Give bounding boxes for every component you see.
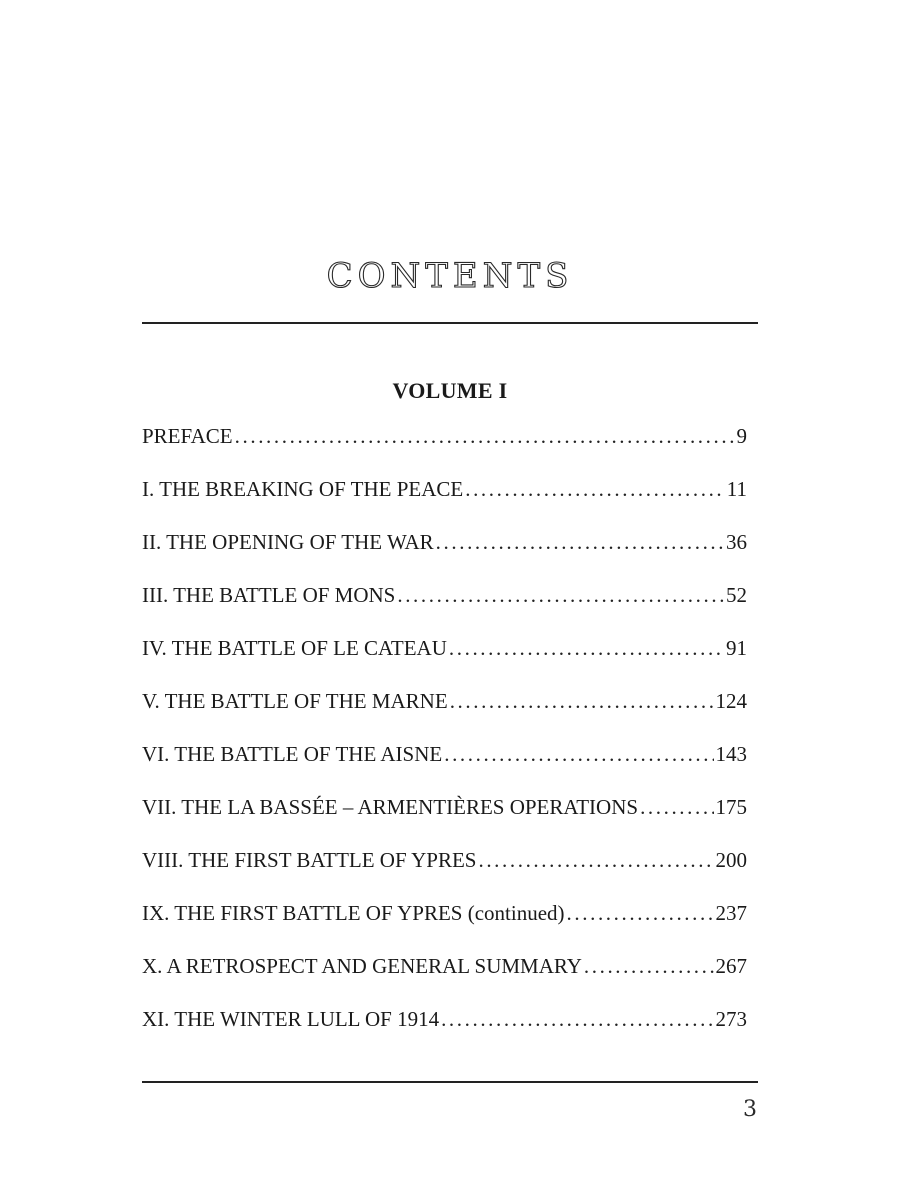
toc-entry-title: PREFACE	[142, 424, 233, 448]
toc-entry-title: V. THE BATTLE OF THE MARNE	[142, 689, 448, 713]
dot-leader	[436, 530, 724, 555]
dot-leader	[478, 848, 713, 873]
toc-entry-page: 273	[715, 1007, 747, 1031]
dot-leader	[397, 583, 724, 608]
toc-entry-chapter-6	[142, 742, 747, 795]
toc-entry-page: 124	[715, 689, 747, 713]
dot-leader	[567, 901, 714, 926]
toc-entry-chapter-1	[142, 477, 747, 530]
toc-entry-chapter-8	[142, 848, 747, 901]
toc-entry-page: 200	[715, 848, 747, 872]
dot-leader	[449, 636, 724, 661]
toc-entry-page: 267	[715, 954, 747, 978]
toc-entry-chapter-3	[142, 583, 747, 636]
toc-entry-preface	[142, 424, 747, 477]
toc-entry-title: VII. THE LA BASSÉE – ARMENTIÈRES OPERATIONS	[142, 795, 639, 819]
toc-entry-title: VI. THE BATTLE OF THE AISNE	[142, 742, 443, 766]
top-divider	[142, 322, 758, 324]
toc-entry-chapter-5	[142, 689, 747, 742]
volume-heading: VOLUME I	[392, 378, 508, 403]
toc-entry-page: 36	[726, 530, 747, 554]
toc-entry-title: XI. THE WINTER LULL OF 1914	[142, 1007, 440, 1031]
dot-leader	[444, 742, 713, 767]
toc-entry-chapter-9	[142, 901, 747, 954]
toc-entry-page: 143	[715, 742, 747, 766]
toc-entry-page: 9	[736, 424, 747, 448]
dot-leader	[640, 795, 713, 820]
page-number: 3	[743, 1097, 757, 1122]
toc-entry-page: 175	[715, 795, 747, 819]
toc-entry-title: I. THE BREAKING OF THE PEACE	[142, 477, 464, 501]
toc-entry-chapter-10	[142, 954, 747, 1007]
toc-entry-chapter-11	[142, 1007, 747, 1060]
dot-leader	[235, 424, 735, 449]
toc-entry-title: IX. THE FIRST BATTLE OF YPRES (continued)	[142, 901, 565, 925]
dot-leader	[584, 954, 714, 979]
toc-entry-chapter-2	[142, 530, 747, 583]
bottom-divider	[142, 1081, 758, 1083]
toc-entry-title: VIII. THE FIRST BATTLE OF YPRES	[142, 848, 477, 872]
toc-entry-chapter-4	[142, 636, 747, 689]
toc-entry-title: III. THE BATTLE OF MONS	[142, 583, 396, 607]
dot-leader	[450, 689, 714, 714]
toc-entry-page: 237	[715, 901, 747, 925]
dot-leader	[441, 1007, 713, 1032]
toc-entry-title: X. A RETROSPECT AND GENERAL SUMMARY	[142, 954, 582, 978]
toc-entry-page: 91	[726, 636, 747, 660]
toc-entry-page: 52	[726, 583, 747, 607]
table-of-contents	[142, 424, 747, 1060]
toc-entry-title: IV. THE BATTLE OF LE CATEAU	[142, 636, 447, 660]
dot-leader	[465, 477, 725, 502]
toc-entry-title: II. THE OPENING OF THE WAR	[142, 530, 434, 554]
toc-entry-page: 11	[726, 477, 747, 501]
page-title: CONTENTS	[326, 256, 574, 296]
toc-entry-chapter-7	[142, 795, 747, 848]
